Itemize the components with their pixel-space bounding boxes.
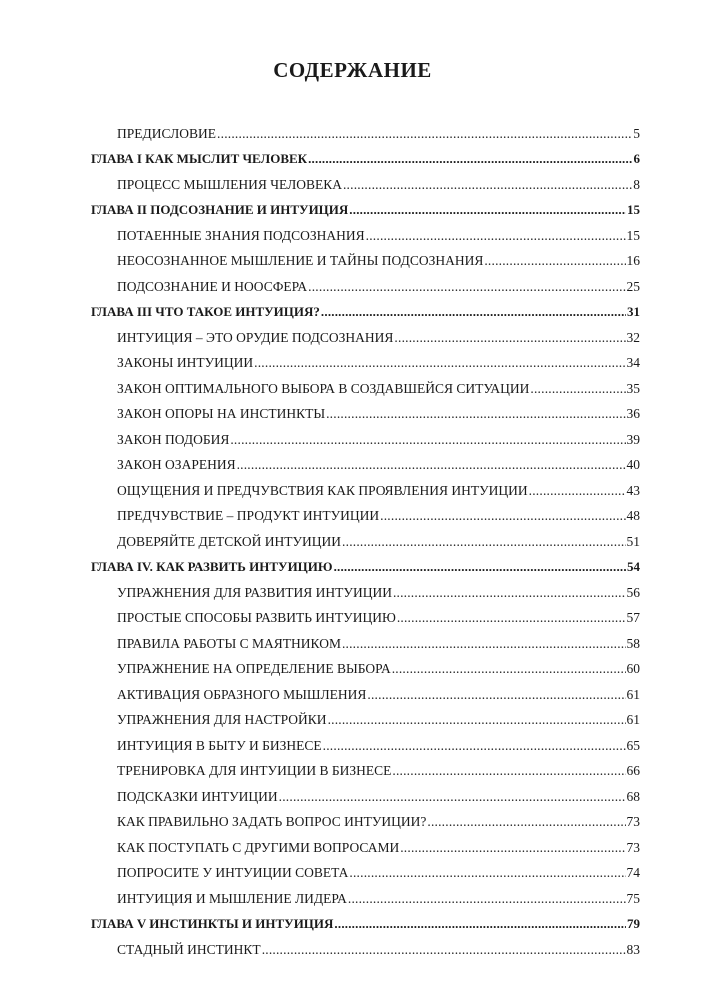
toc-section-entry: [0, 626, 640, 652]
toc-page-number: 75: [626, 890, 640, 906]
dot-leader: [484, 252, 625, 269]
toc-chapter-entry: [0, 550, 640, 576]
toc-section-entry: [0, 805, 640, 831]
toc-section-entry: [0, 244, 640, 270]
toc-entry-label: ГЛАВА II ПОДСОЗНАНИЕ И ИНТУИЦИЯ: [91, 202, 349, 217]
toc-entry-label: ГЛАВА III ЧТО ТАКОЕ ИНТУИЦИЯ?: [91, 304, 320, 319]
dot-leader: [326, 405, 625, 422]
toc-entry-label: ПОДСКАЗКИ ИНТУИЦИИ: [117, 788, 278, 804]
toc-page-number: 6: [633, 151, 640, 166]
dot-leader: [254, 354, 625, 371]
dot-leader: [394, 329, 625, 346]
toc-page-number: 25: [626, 278, 640, 294]
toc-section-entry: [0, 932, 640, 958]
toc-entry-label: ПРОЦЕСС МЫШЛЕНИЯ ЧЕЛОВЕКА: [117, 176, 342, 192]
toc-entry-label: КАК ПОСТУПАТЬ С ДРУГИМИ ВОПРОСАМИ: [117, 839, 400, 855]
toc-section-entry: [0, 473, 640, 499]
toc-page-number: 15: [626, 227, 640, 243]
dot-leader: [323, 737, 626, 754]
toc-section-entry: [0, 830, 640, 856]
toc-page-number: 61: [626, 712, 640, 727]
toc-page-number: 58: [626, 635, 640, 651]
toc-section-entry: [0, 371, 640, 397]
toc-page-number: 73: [626, 839, 640, 855]
toc-section-entry: [0, 346, 640, 372]
toc-section-entry: [0, 422, 640, 448]
dot-leader: [262, 941, 626, 958]
toc-entry-label: ПОДСОЗНАНИЕ И НООСФЕРА: [117, 278, 308, 294]
toc-page-number: 8: [633, 176, 640, 192]
toc-entry-label: ИНТУИЦИЯ В БЫТУ И БИЗНЕСЕ: [117, 737, 322, 753]
dot-leader: [343, 176, 632, 193]
toc-entry-label: ИНТУИЦИЯ И МЫШЛЕНИЕ ЛИДЕРА: [117, 890, 347, 906]
dot-leader: [230, 431, 625, 448]
toc-page-number: 65: [626, 737, 640, 753]
toc-entry-label: ГЛАВА IV. КАК РАЗВИТЬ ИНТУИЦИЮ: [91, 559, 333, 574]
toc-entry-label: УПРАЖНЕНИЯ ДЛЯ НАСТРОЙКИ: [117, 712, 327, 727]
toc-entry-label: КАК ПРАВИЛЬНО ЗАДАТЬ ВОПРОС ИНТУИЦИИ?: [117, 814, 427, 829]
toc-page-number: 15: [627, 202, 640, 217]
toc-page-number: 54: [627, 559, 640, 574]
toc-section-entry: [0, 703, 640, 729]
toc-entry-label: ГЛАВА I КАК МЫСЛИТ ЧЕЛОВЕК: [91, 151, 308, 166]
toc-page-number: 31: [627, 304, 640, 319]
dot-leader: [334, 915, 626, 932]
dot-leader: [279, 788, 626, 805]
toc-entry-label: СТАДНЫЙ ИНСТИНКТ: [117, 941, 261, 957]
dot-leader: [366, 227, 626, 244]
toc-section-entry: [0, 218, 640, 244]
dot-leader: [427, 813, 625, 830]
toc-page-number: 5: [633, 125, 640, 141]
dot-leader: [367, 686, 625, 703]
table-of-contents: [0, 116, 705, 958]
toc-section-entry: [0, 448, 640, 474]
toc-entry-label: ГЛАВА V ИНСТИНКТЫ И ИНТУИЦИЯ: [91, 916, 334, 931]
toc-page-number: 34: [626, 355, 640, 370]
toc-page-number: 74: [626, 865, 640, 880]
toc-section-entry: [0, 728, 640, 754]
dot-leader: [349, 864, 625, 881]
toc-page-number: 40: [626, 457, 640, 472]
toc-section-entry: [0, 652, 640, 678]
toc-entry-label: УПРАЖНЕНИЕ НА ОПРЕДЕЛЕНИЕ ВЫБОРА: [117, 661, 391, 676]
toc-section-entry: [0, 856, 640, 882]
toc-page-number: 35: [626, 380, 640, 396]
toc-chapter-entry: [0, 907, 640, 933]
toc-entry-label: УПРАЖНЕНИЯ ДЛЯ РАЗВИТИЯ ИНТУИЦИИ: [117, 584, 392, 600]
toc-entry-label: ОЩУЩЕНИЯ И ПРЕДЧУВСТВИЯ КАК ПРОЯВЛЕНИЯ ИНТУИЦИИ: [117, 482, 528, 498]
toc-entry-label: ПРАВИЛА РАБОТЫ С МАЯТНИКОМ: [117, 635, 341, 651]
dot-leader: [392, 762, 625, 779]
toc-section-entry: [0, 881, 640, 907]
toc-page-number: 61: [626, 686, 640, 702]
toc-chapter-entry: [0, 142, 640, 168]
dot-leader: [397, 609, 626, 626]
dot-leader: [380, 507, 625, 524]
toc-section-entry: [0, 575, 640, 601]
toc-page-number: 16: [626, 253, 640, 268]
toc-page-number: 83: [626, 941, 640, 957]
toc-section-entry: [0, 116, 640, 142]
toc-entry-label: ЗАКОН ОЗАРЕНИЯ: [117, 457, 236, 472]
toc-section-entry: [0, 320, 640, 346]
toc-page-number: 57: [626, 610, 640, 625]
toc-page-number: 73: [626, 814, 640, 829]
toc-entry-label: ПРЕДИСЛОВИЕ: [117, 125, 217, 141]
toc-page-number: 68: [626, 788, 640, 804]
toc-entry-label: ПРОСТЫЕ СПОСОБЫ РАЗВИТЬ ИНТУИЦИЮ: [117, 610, 396, 625]
dot-leader: [392, 660, 626, 677]
dot-leader: [237, 456, 626, 473]
toc-entry-label: ЗАКОН ОПТИМАЛЬНОГО ВЫБОРА В СОЗДАВШЕЙСЯ СИТУАЦИИ: [117, 380, 530, 396]
dot-leader: [530, 380, 625, 397]
toc-chapter-entry: [0, 295, 640, 321]
toc-page-number: 36: [626, 406, 640, 421]
toc-section-entry: [0, 677, 640, 703]
toc-section-entry: [0, 269, 640, 295]
toc-entry-label: ПОТАЕННЫЕ ЗНАНИЯ ПОДСОЗНАНИЯ: [117, 227, 365, 243]
toc-page-number: 60: [626, 661, 640, 676]
toc-entry-label: НЕОСОЗНАННОЕ МЫШЛЕНИЕ И ТАЙНЫ ПОДСОЗНАНИЯ: [117, 253, 484, 268]
dot-leader: [308, 278, 625, 295]
dot-leader: [342, 533, 625, 550]
toc-page-number: 32: [626, 329, 640, 345]
toc-entry-label: ЗАКОН ПОДОБИЯ: [117, 431, 230, 447]
page-title: СОДЕРЖАНИЕ: [273, 58, 432, 82]
toc-section-entry: [0, 754, 640, 780]
toc-page-number: 43: [626, 482, 640, 498]
dot-leader: [334, 558, 626, 575]
toc-section-entry: [0, 779, 640, 805]
dot-leader: [348, 890, 626, 907]
toc-entry-label: ЗАКОНЫ ИНТУИЦИИ: [117, 355, 254, 370]
toc-page-number: 56: [626, 584, 640, 600]
toc-entry-label: ИНТУИЦИЯ – ЭТО ОРУДИЕ ПОДСОЗНАНИЯ: [117, 329, 394, 345]
dot-leader: [321, 303, 626, 320]
dot-leader: [393, 584, 626, 601]
toc-page-number: 48: [626, 508, 640, 523]
dot-leader: [529, 482, 626, 499]
toc-entry-label: ПРЕДЧУВСТВИЕ – ПРОДУКТ ИНТУИЦИИ: [117, 508, 380, 523]
toc-section-entry: [0, 397, 640, 423]
toc-entry-label: ПОПРОСИТЕ У ИНТУИЦИИ СОВЕТА: [117, 865, 349, 880]
dot-leader: [400, 839, 625, 856]
toc-chapter-entry: [0, 193, 640, 219]
toc-page-number: 66: [626, 763, 640, 778]
toc-section-entry: [0, 499, 640, 525]
toc-section-entry: [0, 601, 640, 627]
toc-entry-label: ТРЕНИРОВКА ДЛЯ ИНТУИЦИИ В БИЗНЕСЕ: [117, 763, 392, 778]
dot-leader: [328, 711, 626, 728]
toc-page-number: 79: [627, 916, 640, 931]
dot-leader: [217, 125, 632, 142]
dot-leader: [349, 201, 626, 218]
toc-section-entry: [0, 524, 640, 550]
toc-entry-label: ЗАКОН ОПОРЫ НА ИНСТИНКТЫ: [117, 406, 326, 421]
toc-page-number: 51: [626, 533, 640, 549]
toc-entry-label: ДОВЕРЯЙТЕ ДЕТСКОЙ ИНТУИЦИИ: [117, 533, 342, 549]
dot-leader: [342, 635, 626, 652]
toc-page-number: 39: [626, 431, 640, 447]
dot-leader: [308, 150, 632, 167]
toc-section-entry: [0, 167, 640, 193]
toc-entry-label: АКТИВАЦИЯ ОБРАЗНОГО МЫШЛЕНИЯ: [117, 686, 367, 702]
